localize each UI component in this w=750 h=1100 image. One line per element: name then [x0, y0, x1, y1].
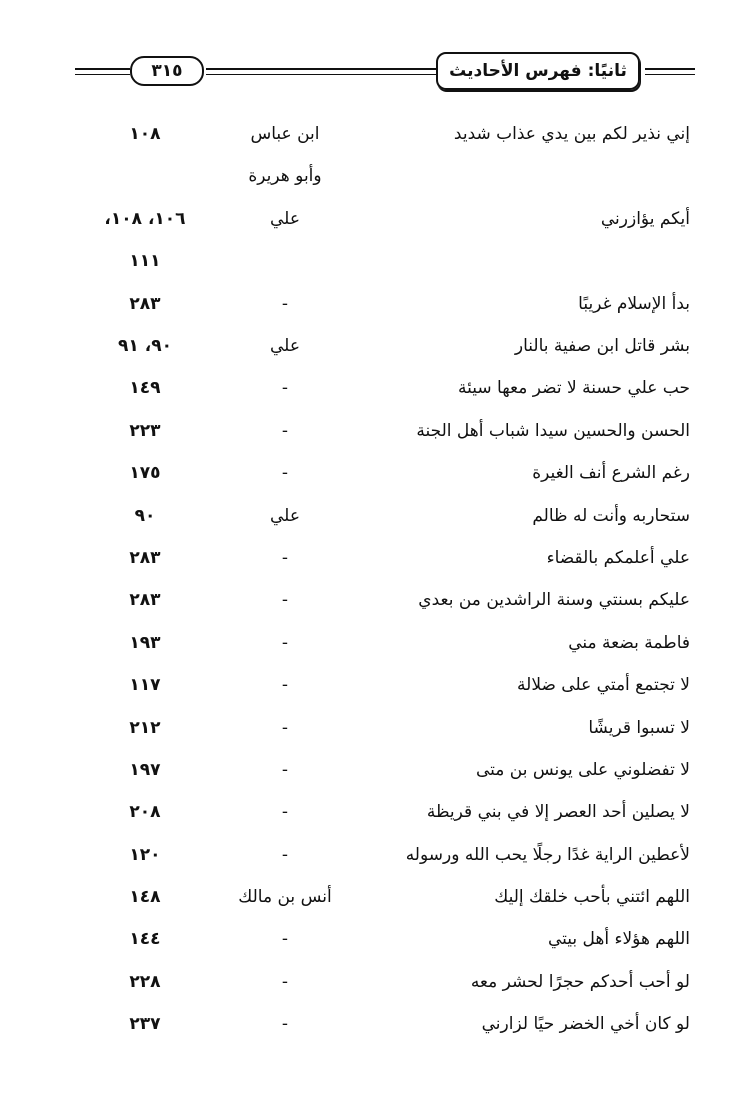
- header-rule-right: [645, 68, 695, 70]
- hadith-text: لا تسبوا قريشًا: [588, 717, 690, 738]
- page-reference-line: ١٤٤: [129, 929, 161, 950]
- table-row: [90, 664, 690, 706]
- hadith-text: حب علي حسنة لا تضر معها سيئة: [458, 378, 690, 399]
- narrator-line: -: [281, 632, 289, 653]
- page-reference-line: ١٠٨: [129, 124, 161, 144]
- narrator: [230, 791, 340, 833]
- header-rule-left-thin: [75, 74, 130, 75]
- narrator-line: -: [281, 844, 289, 865]
- page-reference: [90, 495, 200, 537]
- hadith-text: لا يصلين أحد العصر إلا في بني قريظة: [426, 802, 690, 823]
- hadith-text: اللهم ائتني بأحب خلقك إليك: [494, 887, 690, 908]
- page-reference: [90, 791, 200, 833]
- narrator-line: -: [281, 675, 289, 696]
- header-rule-right-thin: [645, 74, 695, 75]
- header-rule-left: [75, 68, 130, 70]
- narrator-line: -: [281, 293, 289, 314]
- page-reference-line: ١٤٩: [129, 378, 161, 399]
- narrator: [230, 834, 340, 876]
- table-row: [90, 410, 690, 452]
- table-row: [90, 113, 690, 198]
- narrator: [230, 495, 340, 537]
- narrator: [230, 579, 340, 621]
- page-reference: [90, 452, 200, 494]
- table-row: [90, 495, 690, 537]
- narrator: [230, 1003, 340, 1045]
- page-reference: [90, 367, 200, 409]
- table-row: [90, 791, 690, 833]
- narrator: [230, 537, 340, 579]
- page-reference-line: ٢٣٧: [129, 1014, 161, 1035]
- narrator-line: علي: [270, 505, 300, 526]
- page-reference: [90, 283, 200, 325]
- narrator: [230, 410, 340, 452]
- narrator-line: علي: [270, 208, 300, 229]
- narrator: [230, 918, 340, 960]
- hadith-text: اللهم هؤلاء أهل بيتي: [547, 929, 690, 950]
- table-row: [90, 579, 690, 621]
- table-row: [90, 1003, 690, 1045]
- page-reference-line: ٩٠: [134, 505, 156, 526]
- narrator-line: -: [281, 717, 289, 738]
- page-reference: [90, 410, 200, 452]
- narrator-line: ابن عباس: [250, 124, 320, 144]
- page-reference: [90, 537, 200, 579]
- page-reference-line: ١٩٧: [129, 759, 161, 780]
- hadith-text: لأعطين الراية غدًا رجلًا يحب الله ورسوله: [405, 844, 690, 865]
- narrator: [230, 367, 340, 409]
- page-header: [75, 52, 695, 92]
- narrator: [230, 749, 340, 791]
- table-row: [90, 749, 690, 791]
- page-number: ٣١٥: [130, 56, 204, 86]
- page-reference: [90, 707, 200, 749]
- hadith-text: علي أعلمكم بالقضاء: [546, 547, 690, 568]
- page-reference-line: ١٤٨: [129, 887, 161, 908]
- hadith-text: لو كان أخي الخضر حيًا لزارني: [481, 1014, 690, 1035]
- table-row: [90, 367, 690, 409]
- narrator-line: -: [281, 802, 289, 823]
- narrator: [230, 961, 340, 1003]
- narrator: [230, 198, 340, 240]
- page-reference-line: ١١٧: [129, 675, 161, 696]
- narrator-line: -: [281, 590, 289, 611]
- table-row: [90, 876, 690, 918]
- table-row: [90, 325, 690, 367]
- narrator-line: -: [281, 1014, 289, 1035]
- header-rule-middle-thin: [206, 74, 438, 75]
- page-reference: [90, 749, 200, 791]
- section-title: ثانيًا: فهرس الأحاديث: [436, 52, 640, 90]
- hadith-text: أيكم يؤازرني: [600, 208, 690, 229]
- hadith-text: رغم الشرع أنف الغيرة: [532, 463, 690, 484]
- narrator: [230, 113, 340, 198]
- page-reference-line: ٢٢٣: [129, 420, 161, 441]
- table-row: [90, 961, 690, 1003]
- table-row: [90, 452, 690, 494]
- table-row: [90, 283, 690, 325]
- hadith-text: بشر قاتل ابن صفية بالنار: [514, 335, 690, 356]
- page-reference: [90, 664, 200, 706]
- narrator-line: وأبو هريرة: [248, 166, 322, 187]
- table-row: [90, 622, 690, 664]
- narrator: [230, 452, 340, 494]
- hadith-text: فاطمة بضعة مني: [568, 632, 690, 653]
- narrator: [230, 876, 340, 918]
- hadith-text: لو أحب أحدكم حجرًا لحشر معه: [470, 971, 690, 992]
- narrator-line: -: [281, 463, 289, 484]
- page-reference-line: ١٩٣: [129, 632, 161, 653]
- page-reference: [90, 834, 200, 876]
- page-reference: [90, 325, 200, 367]
- table-row: [90, 834, 690, 876]
- hadith-text: لا تفضلوني على يونس بن متى: [475, 759, 690, 780]
- page-reference: [90, 961, 200, 1003]
- page-reference-line: ٢٨٣: [129, 293, 161, 314]
- page-reference-line: ١٧٥: [129, 463, 161, 484]
- table-row: [90, 707, 690, 749]
- hadith-text: ستحاربه وأنت له ظالم: [532, 505, 690, 526]
- page-reference: [90, 1003, 200, 1045]
- hadith-text: إني نذير لكم بين يدي عذاب شديد: [453, 124, 690, 144]
- hadith-text: عليكم بسنتي وسنة الراشدين من بعدي: [418, 590, 690, 611]
- header-rule-middle: [206, 68, 438, 70]
- page-reference-line: ٢٨٣: [129, 590, 161, 611]
- page-reference-line: ٢٨٣: [129, 547, 161, 568]
- page-reference: [90, 622, 200, 664]
- table-row: [90, 918, 690, 960]
- page-reference: [90, 579, 200, 621]
- page-reference: [90, 876, 200, 918]
- page-reference-line: ٢١٢: [129, 717, 161, 738]
- page-reference-line: ٢٢٨: [129, 971, 161, 992]
- hadith-text: الحسن والحسين سيدا شباب أهل الجنة: [416, 420, 690, 441]
- narrator-line: -: [281, 547, 289, 568]
- page-reference: [90, 198, 200, 283]
- hadith-index-table: [90, 113, 690, 1046]
- page-reference-line: ٢٠٨: [129, 802, 161, 823]
- page-reference-line: ١٢٠: [129, 844, 161, 865]
- narrator-line: -: [281, 378, 289, 399]
- narrator: [230, 283, 340, 325]
- page-reference-line: ١٠٦، ١٠٨،: [104, 208, 186, 229]
- hadith-text: لا تجتمع أمتي على ضلالة: [517, 675, 690, 696]
- narrator-line: -: [281, 759, 289, 780]
- page-reference: [90, 918, 200, 960]
- narrator: [230, 325, 340, 367]
- narrator-line: أنس بن مالك: [238, 887, 332, 908]
- narrator-line: -: [281, 929, 289, 950]
- narrator: [230, 707, 340, 749]
- narrator-line: -: [281, 971, 289, 992]
- hadith-text: بدأ الإسلام غريبًا: [578, 293, 690, 314]
- page-reference-line: ١١١: [129, 251, 161, 272]
- table-row: [90, 537, 690, 579]
- narrator: [230, 622, 340, 664]
- page-reference: [90, 113, 200, 155]
- table-row: [90, 198, 690, 283]
- page-reference-line: ٩٠، ٩١: [118, 335, 172, 356]
- narrator-line: -: [281, 420, 289, 441]
- narrator-line: علي: [270, 335, 300, 356]
- narrator: [230, 664, 340, 706]
